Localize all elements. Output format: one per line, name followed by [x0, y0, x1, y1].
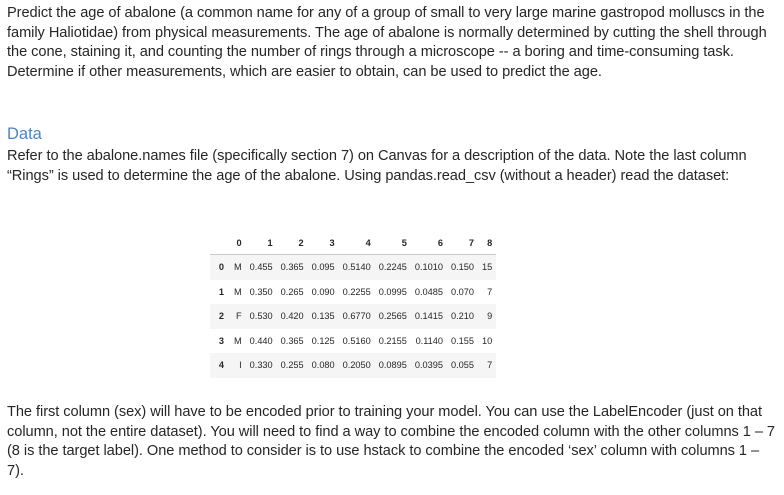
table-cell: M — [234, 286, 242, 297]
table-row — [210, 353, 496, 378]
data-description-paragraph: Refer to the abalone.names file (specifically section 7) on Canvas for a description of the data. Note the last column “Rings” is used to determine the age of the abalone. Using pandas.read_csv (without a header) read the dataset: — [7, 148, 747, 184]
table-cell: 0.420 — [280, 311, 304, 322]
table-cell: 0.210 — [450, 311, 474, 322]
row-index: 4 — [218, 360, 224, 371]
table-cell: 0.1140 — [415, 335, 443, 346]
table-cell: 7 — [487, 360, 493, 371]
row-index: 3 — [218, 335, 224, 346]
table-cell: M — [234, 335, 242, 346]
column-header: 5 — [375, 232, 411, 255]
table-cell: 9 — [487, 311, 493, 322]
table-cell: I — [239, 360, 242, 371]
table-cell: 0.0395 — [414, 360, 443, 371]
table-cell: 0.135 — [311, 311, 335, 322]
encoding-instructions-paragraph: The first column (sex) will have to be encoded prior to training your model. You can use the LabelEncoder (just on that column, not the entire dataset). You will need to find a way to combine the encoded column with the other columns 1 – 7 (8 is the target label). One method to consider is to use hstack to combine the encoded ‘sex’ column with columns 1 – 7). — [7, 404, 775, 479]
index-header — [210, 232, 230, 255]
table-cell: 0.350 — [249, 286, 273, 297]
column-header: 2 — [277, 232, 308, 255]
row-index: 2 — [218, 311, 224, 322]
table-cell: 0.125 — [311, 335, 335, 346]
table-cell: 0.365 — [280, 262, 304, 273]
table-row — [210, 304, 496, 329]
column-header: 0 — [230, 232, 246, 255]
table-cell: 0.2245 — [378, 262, 407, 273]
table-cell: 0.530 — [249, 311, 273, 322]
table-cell: 0.365 — [280, 335, 304, 346]
table-cell: 0.095 — [311, 262, 335, 273]
table-cell: 0.080 — [311, 360, 335, 371]
column-header: 3 — [308, 232, 339, 255]
column-header: 6 — [411, 232, 447, 255]
table-cell: 0.0485 — [414, 286, 443, 297]
table-row — [210, 280, 496, 305]
dataframe-output — [210, 232, 496, 378]
row-index: 1 — [218, 286, 224, 297]
table-cell: 0.155 — [450, 335, 474, 346]
table-cell: 0.070 — [450, 286, 474, 297]
table-cell: 0.455 — [249, 262, 273, 273]
table-cell: 0.1415 — [414, 311, 443, 322]
intro-paragraph: Predict the age of abalone (a common name for any of a group of small to very large marine gastropod molluscs in the family Haliotidae) from physical measurements. The age of abalone is normally determined by cutting the shell through the cone, staining it, and counting the number of rings through a microscope -- a boring and time-consuming task. Determine if other measurements, which are easier to obtain, can be used to predict the age. — [7, 5, 767, 80]
column-header: 1 — [246, 232, 277, 255]
table-cell: 15 — [481, 262, 493, 273]
table-row — [210, 329, 496, 354]
table-cell: 0.330 — [249, 360, 273, 371]
table-cell: F — [236, 311, 242, 322]
column-header: 7 — [447, 232, 478, 255]
table-cell: 0.2255 — [342, 286, 371, 297]
table-cell: 7 — [487, 286, 493, 297]
column-header: 8 — [478, 232, 496, 255]
table-cell: 0.265 — [280, 286, 304, 297]
table-cell: 0.2565 — [378, 311, 407, 322]
dataframe-table — [210, 232, 496, 378]
table-row — [210, 255, 496, 280]
table-cell: 0.150 — [450, 262, 474, 273]
table-cell: 0.1010 — [414, 262, 443, 273]
data-heading: Data — [7, 125, 42, 143]
table-cell: 0.2050 — [342, 360, 371, 371]
table-cell: 0.440 — [249, 335, 273, 346]
table-cell: 0.5140 — [342, 262, 371, 273]
table-cell: 10 — [481, 335, 493, 346]
table-cell: 0.255 — [280, 360, 304, 371]
table-cell: 0.5160 — [342, 335, 371, 346]
table-cell: 0.055 — [450, 360, 474, 371]
table-cell: 0.6770 — [342, 311, 371, 322]
table-cell: M — [234, 262, 242, 273]
table-cell: 0.0995 — [378, 286, 407, 297]
dataframe-header-row — [210, 232, 496, 255]
table-cell: 0.0895 — [378, 360, 407, 371]
table-cell: 0.090 — [311, 286, 335, 297]
column-header: 4 — [339, 232, 375, 255]
table-cell: 0.2155 — [378, 335, 407, 346]
row-index: 0 — [218, 262, 224, 273]
